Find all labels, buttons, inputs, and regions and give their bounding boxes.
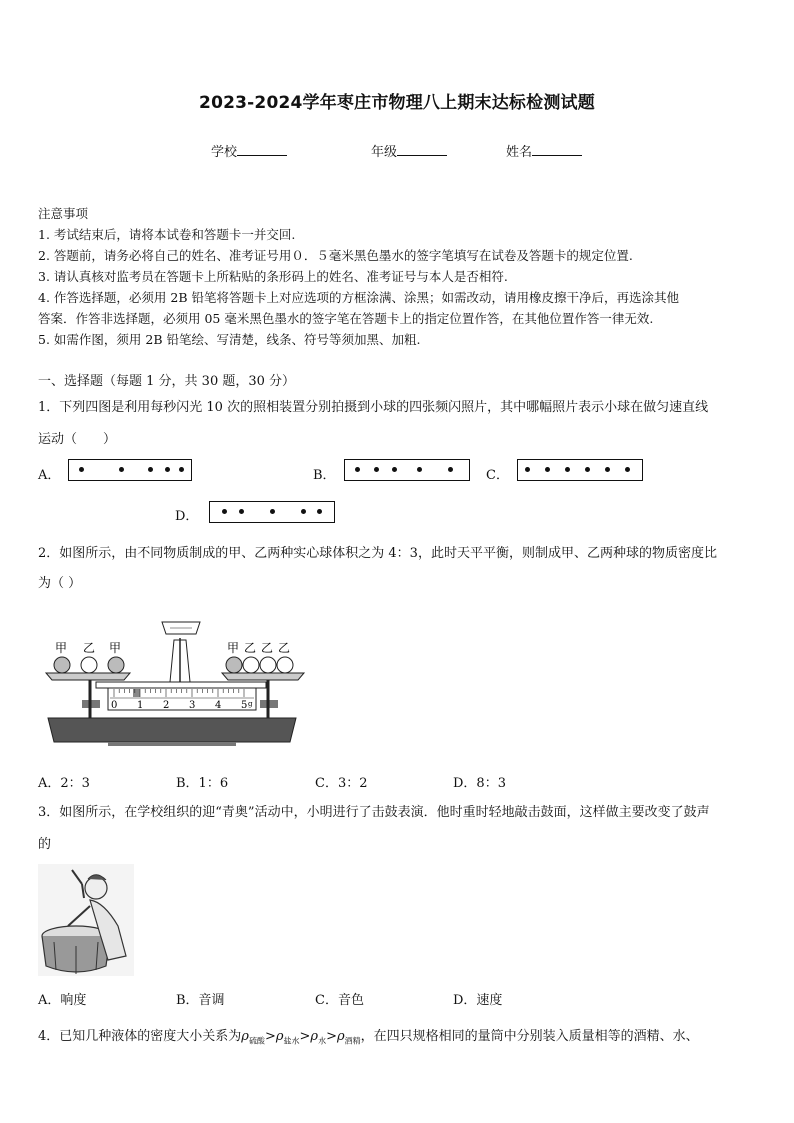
right-label: 甲 xyxy=(227,641,240,655)
ball-jia xyxy=(108,657,124,673)
ball-yi xyxy=(243,657,259,673)
left-pan xyxy=(46,673,130,680)
scale-tick-label: 2 xyxy=(163,700,170,711)
ball-dot xyxy=(565,467,570,472)
page-title: 2023-2024学年枣庄市物理八上期末达标检测试题 xyxy=(199,93,595,113)
q2-option-d[interactable]: D．8：3 xyxy=(453,776,506,791)
rho-symbol: ρ xyxy=(310,1029,319,1044)
ball-dot xyxy=(605,467,610,472)
ball-dot xyxy=(179,467,184,472)
left-label: 甲 xyxy=(55,641,68,655)
gt-symbol: > xyxy=(299,1029,311,1044)
ball-dot xyxy=(374,467,379,472)
ball-dot xyxy=(417,467,422,472)
ball-dot xyxy=(355,467,360,472)
ball-dot xyxy=(79,467,84,472)
rider xyxy=(133,689,140,697)
ball-dot xyxy=(165,467,170,472)
ball-dot xyxy=(448,467,453,472)
name-label: 姓名 xyxy=(506,145,533,160)
ball-dot xyxy=(119,467,124,472)
scale-tick-label: 0 xyxy=(111,700,118,711)
scale-unit: g xyxy=(248,700,253,708)
ball-dot xyxy=(545,467,550,472)
q1-option-a-label: A． xyxy=(38,468,61,483)
school-label: 学校 xyxy=(211,145,238,160)
notice-heading: 注意事项 xyxy=(38,206,89,221)
q4-prefix: 4．已知几种液体的密度大小关系为 xyxy=(38,1029,242,1044)
name-blank[interactable] xyxy=(532,144,582,156)
section-heading: 一、选择题（每题 1 分，共 30 题，30 分） xyxy=(38,374,296,389)
ball-jia xyxy=(54,657,70,673)
q1-option-d-label: D． xyxy=(175,509,199,524)
q1-option-c-label: C． xyxy=(486,468,509,483)
q3-option-d[interactable]: D．速度 xyxy=(453,993,503,1008)
q2-option-a[interactable]: A．2：3 xyxy=(38,776,90,791)
ball-dot xyxy=(270,509,275,514)
q2-option-b[interactable]: B．1：6 xyxy=(176,776,229,791)
ball-dot xyxy=(148,467,153,472)
right-label: 乙 xyxy=(244,641,257,655)
q1-option-c-photo[interactable] xyxy=(517,459,643,481)
balance-base xyxy=(48,718,296,742)
notice-item: 4. 作答选择题，必须用 2B 铅笔将答题卡上对应选项的方框涂满、涂黑；如需改动，请用橡皮擦干净后，再选涂其他 xyxy=(38,290,679,305)
scale-tick-label: 1 xyxy=(137,700,144,711)
q3-stem-line2: 的 xyxy=(38,837,52,852)
ball-yi xyxy=(277,657,293,673)
rho-symbol: ρ xyxy=(275,1029,284,1044)
grade-blank[interactable] xyxy=(397,144,447,156)
name-field xyxy=(506,141,582,160)
q1-option-a-photo[interactable] xyxy=(68,459,192,481)
notice-item: 3. 请认真核对监考员在答题卡上所粘贴的条形码上的姓名、准考证号与本人是否相符. xyxy=(38,269,508,284)
ball-yi xyxy=(260,657,276,673)
q3-option-c[interactable]: C．音色 xyxy=(315,993,364,1008)
notice-item: 2. 答题前，请务必将自己的姓名、准考证号用０．５毫米黑色墨水的签字笔填写在试卷及答题卡的规定位置. xyxy=(38,248,633,263)
right-label: 乙 xyxy=(261,641,274,655)
q4-suffix: ，在四只规格相同的量筒中分别装入质量相等的酒精、水、 xyxy=(360,1029,699,1044)
ball-jia xyxy=(226,657,242,673)
school-field xyxy=(211,141,287,160)
ball-dot xyxy=(301,509,306,514)
balance-figure xyxy=(38,618,308,748)
rho-sub: 硫酸 xyxy=(248,1036,265,1046)
gt-symbol: > xyxy=(326,1029,337,1044)
rho-symbol: ρ xyxy=(336,1029,345,1044)
q3-option-a[interactable]: A．响度 xyxy=(38,993,87,1008)
rho-sub: 酒精 xyxy=(344,1036,361,1046)
ball-dot xyxy=(585,467,590,472)
notice-item: 1. 考试结束后，请将本试卷和答题卡一并交回. xyxy=(38,227,296,242)
rho-symbol: ρ xyxy=(241,1029,249,1044)
q1-option-d-photo[interactable] xyxy=(209,501,335,523)
q1-option-b-photo[interactable] xyxy=(344,459,470,481)
ball-dot xyxy=(222,509,227,514)
ball-dot xyxy=(625,467,630,472)
ball-dot xyxy=(239,509,244,514)
q2-option-c[interactable]: C．3：2 xyxy=(315,776,368,791)
ball-dot xyxy=(392,467,397,472)
balance-beam xyxy=(96,682,266,688)
scale-tick-label: 4 xyxy=(215,700,222,711)
q3-option-b[interactable]: B．音调 xyxy=(176,993,225,1008)
ball-dot xyxy=(317,509,322,514)
grade-field xyxy=(371,141,447,160)
scale-tick-label: 5 xyxy=(241,700,248,711)
notice-item: 5. 如需作图，须用 2B 铅笔绘、写清楚，线条、符号等须加黑、加粗. xyxy=(38,332,421,347)
ball-yi xyxy=(81,657,97,673)
q1-stem-line2: 运动（ ） xyxy=(38,432,117,447)
drummer-figure xyxy=(38,864,134,976)
scale-tick-label: 3 xyxy=(189,700,196,711)
q2-stem-line2: 为（ ） xyxy=(38,576,82,591)
rho-sub: 水 xyxy=(318,1036,327,1046)
left-label: 乙 xyxy=(83,641,96,655)
child-head xyxy=(85,877,107,899)
right-pan xyxy=(222,673,304,680)
right-label: 乙 xyxy=(278,641,291,655)
q4-stem xyxy=(38,1025,699,1047)
q3-stem-line1: 3．如图所示，在学校组织的迎“青奥”活动中，小明进行了击鼓表演．他时重时轻地敲击鼓面，这样做主要改变了鼓声 xyxy=(38,805,710,820)
q2-stem-line1: 2．如图所示，由不同物质制成的甲、乙两种实心球体积之为 4：3，此时天平平衡，则制成甲、乙两种球的物质密度比 xyxy=(38,546,717,561)
rho-sub: 盐水 xyxy=(283,1036,300,1046)
ball-dot xyxy=(525,467,530,472)
gt-symbol: > xyxy=(264,1029,276,1044)
notice-item: 答案．作答非选择题，必须用 05 毫米黑色墨水的签字笔在答题卡上的指定位置作答，在其他位置作答一律无效. xyxy=(38,311,654,326)
q1-option-b-label: B． xyxy=(313,468,336,483)
grade-label: 年级 xyxy=(371,145,398,160)
q1-stem-line1: 1．下列四图是利用每秒闪光 10 次的照相装置分别拍摄到小球的四张频闪照片，其中哪幅照片表示小球在做匀速直线 xyxy=(38,400,709,415)
left-label: 甲 xyxy=(109,641,122,655)
school-blank[interactable] xyxy=(237,144,287,156)
